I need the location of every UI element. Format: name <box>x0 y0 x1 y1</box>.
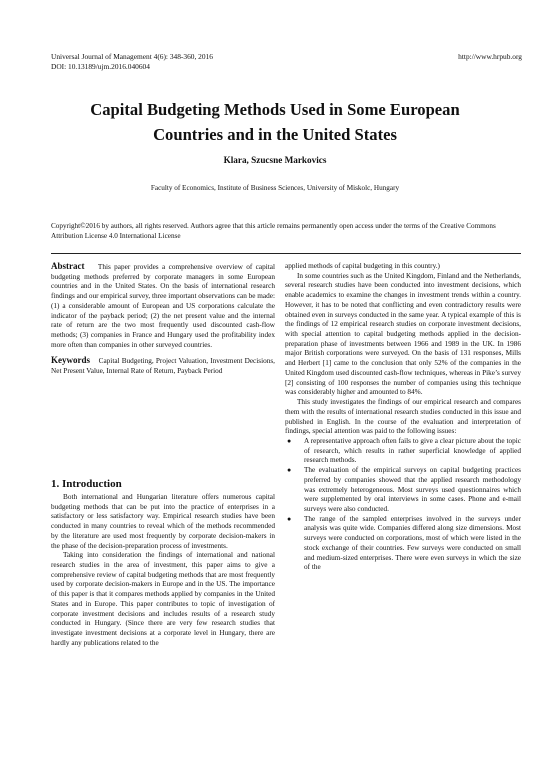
bullet-text: The range of the sampled enterprises involved in the surveys under analysis was quite wide. Companies differed along size dimensions. Most surveys were conducted on corporations, most of which were listed in the stock exchange of their countries. Few surveys were conducted on small and medium-sized enterprises. There were even surveys in which the size of the <box>304 514 521 572</box>
intro-paragraph: Taking into consideration the findings of international and national research studies in the area of investment, this paper aims to give a comprehensive review of capital budgeting methods that are most frequently used by corporate decision-makers in Europe and in the US. The importance of this paper is that it compares methods applied by companies in the United States and in Europe. This paper contributes to topic of investigation of corporate investment decisions and includes results of a research study conducted in Hungary. (Since there are very few research studies that investigate investment decisions at a corporate level in Hungary, there are hardly any publications related to the <box>51 551 275 647</box>
list-item <box>285 466 521 515</box>
paper-title <box>60 97 490 147</box>
section-heading-introduction: 1. Introduction <box>51 478 122 490</box>
doi[interactable]: DOI: 10.13189/ujm.2016.040604 <box>51 62 150 71</box>
journal-url[interactable]: http://www.hrpub.org <box>458 52 522 61</box>
keywords-text: Capital Budgeting, Project Valuation, Investment Decisions, Net Present Value, Internal Rate of Return, Payback Period <box>51 357 275 376</box>
running-header <box>51 52 522 72</box>
introduction-body <box>51 493 275 649</box>
abstract <box>51 262 275 350</box>
bullet-icon: ● <box>287 436 292 445</box>
author-name: Klara, Szucsne Markovics <box>223 155 327 165</box>
keywords-label: Keywords <box>51 355 90 366</box>
author-affiliation: Faculty of Economics, Institute of Business Sciences, University of Miskolc, Hungary <box>150 184 400 192</box>
header-divider <box>51 253 521 254</box>
title-line-1: Capital Budgeting Methods Used in Some European <box>90 100 460 119</box>
bullet-icon: ● <box>287 514 292 523</box>
title-line-2: Countries and in the United States <box>153 125 397 144</box>
list-item <box>285 515 521 573</box>
list-item <box>285 437 521 466</box>
right-column <box>285 262 521 573</box>
journal-citation: Universal Journal of Management 4(6): 348-360, 2016 <box>51 52 213 61</box>
bullet-icon: ● <box>287 466 292 475</box>
left-column <box>51 262 275 377</box>
body-paragraph: applied methods of capital budgeting in this country.) <box>285 262 440 270</box>
body-paragraph: This study investigates the findings of our empirical research and compares them with the results of international research studies conducted in this issue and published in English. In the course of the evaluation and interpretation of findings, special attention was paid to the following issues: <box>285 398 521 436</box>
abstract-label: Abstract <box>51 261 85 271</box>
intro-paragraph: Both international and Hungarian literature offers numerous capital budgeting methods that can be put into the practice of enterprises in a satisfactory or less satisfactory way. Empirical research studies have been conducted in many countries to reveal which of the methods recommended by the literature are used most frequently by corporate decision-makers in the phase of the decision-preparation process of investments. <box>51 493 275 550</box>
copyright-notice: Copyright©2016 by authors, all rights reserved. Authors agree that this article remains permanently open access under the terms of the Creative Commons Attribution License 4.0 International License <box>51 222 496 240</box>
keywords <box>51 356 275 376</box>
bullet-text: The evaluation of the empirical surveys on capital budgeting practices preferred by companies showed that the applied research methodology was extremely heterogeneous. Most surveys used questionnaires which were supplemented by oral interviews in some cases. Phone and e-mail surveys were also conducted. <box>304 466 521 513</box>
bullet-text: A representative approach often fails to give a clear picture about the topic of research, which results in rather superficial knowledge of applied research methods. <box>304 436 521 465</box>
body-paragraph: In some countries such as the United Kingdom, Finland and the Netherlands, several research studies have been conducted into investment decisions, which enable academics to examine the changes in investment trends within a country. However, it has to be noted that conflicting and even contradictory results were obtained even in surveys conducted in the same year. A typical example of this is the findings of 12 empirical research studies on corporate investment decisions, with special attention to capital budgeting methods applied in the decision-preparation phase of investments between 1966 and 1989 in the UK. In 1986 major British corporations were surveyed. On the basis of 131 responses, Mills and Herbert [1] came to the conclusion that only 52% of the companies in the United Kingdom used discounted cash-flow techniques, whereas in Pike’s survey [2] consisting of 100 responses the number of companies using this technique was considerably higher and amounted to 84%. <box>285 271 521 397</box>
abstract-text: This paper provides a comprehensive overview of capital budgeting methods preferred by corporate managers in some European countries and in the United States. On the basis of international research findings and our empirical survey, three important observations can be made: (1) a considerable amount of European and US corporations calculate the indicator of the payback period; (2) the net present value and the internal rate of return are the two most frequently used discounted cash-flow methods; (3) companies in France and Hungary used the profitability index more often than companies in other surveyed countries. <box>51 263 276 349</box>
